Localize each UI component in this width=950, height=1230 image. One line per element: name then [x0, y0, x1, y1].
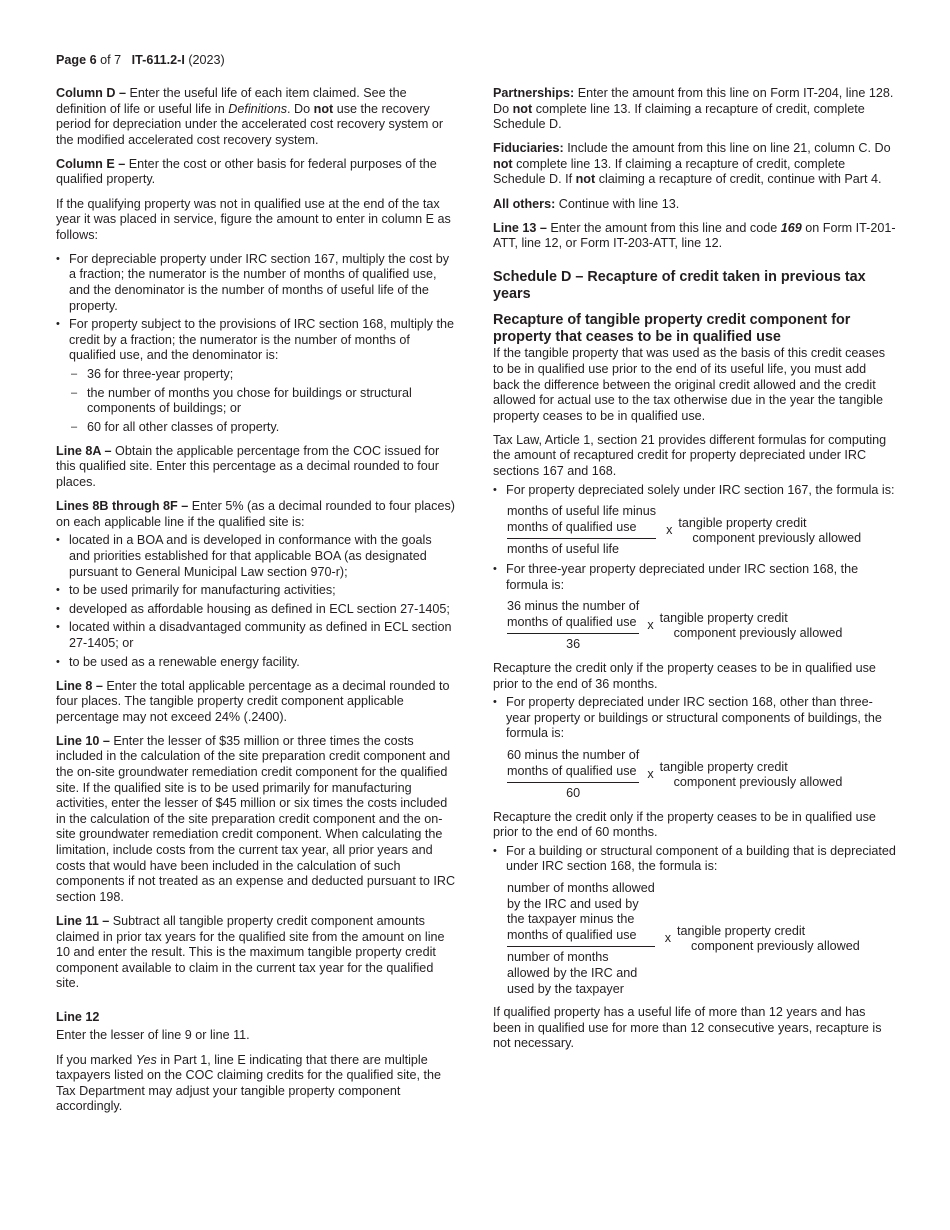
line-11-label: Line 11 – [56, 913, 110, 928]
line-13-label: Line 13 – [493, 220, 547, 235]
numerator-line: months of qualified use [507, 614, 637, 629]
definitions-ref: Definitions [228, 101, 288, 116]
denominator-list [69, 367, 456, 435]
line-12-text: in Part 1, line E indicating that there are multiple taxpayers listed on the COC claiming credits for the qualified site, the Tax Department may adjust your tangible property component accordingly. [56, 1052, 441, 1114]
emphasis-not: not [313, 101, 334, 116]
fiduciaries-text: claiming a recapture of credit, continue with Part 4. [598, 172, 882, 187]
multiplier [677, 924, 860, 954]
partnerships-text: complete line 13. If claiming a recapture of credit, complete Schedule D. [493, 101, 865, 132]
column-e-text: Enter the cost or other basis for federal purposes of the qualified property. [56, 156, 437, 187]
fraction-numerator [507, 881, 655, 947]
list-item: • to be used primarily for manufacturing activities; [56, 583, 456, 599]
list-item: – 36 for three-year property; [69, 367, 456, 383]
numerator-line: months of qualified use [507, 927, 637, 942]
emphasis-not: not [512, 101, 533, 116]
denominator-line: allowed by the IRC and [507, 966, 638, 981]
line-12-text: Enter the lesser of line 9 or line 11. [56, 1028, 250, 1043]
partnerships-text: Enter the amount from this line on Form IT-204, line 128. Do [493, 86, 894, 116]
column-d-text: use the recovery period for depreciation under the accelerated cost recovery system or the modified accelerated cost recovery system. [56, 101, 444, 147]
page-number: Page 6 [56, 53, 97, 67]
line-11-text: Subtract all tangible property credit component amounts claimed in prior tax years for the qualified site from the amount on line 10 and enter the result. This is the maximum tangible property credit component available to claim in the current tax year for the qualified site. [56, 913, 445, 991]
lines-8b-8f-paragraph [56, 499, 456, 530]
fraction-denominator: 36 [566, 637, 581, 652]
final-note: If qualified property has a useful life of more than 12 years and has been in qualified use for more than 12 consecutive years, recapture is not necessary. [493, 1005, 882, 1051]
line-13-text: on Form IT-201-ATT, line 12, or Form IT-203-ATT, line 12. [493, 220, 896, 251]
recapture-heading: Recapture of tangible property credit component for property that ceases to be in qualified use [493, 312, 851, 346]
formula-168-other [507, 748, 896, 802]
numerator-line: months of qualified use [507, 763, 637, 778]
multiplier-line: component previously allowed [691, 939, 860, 954]
fiduciaries-paragraph [493, 141, 896, 188]
list-item: • For depreciable property under IRC section 167, multiply the cost by a fraction; the numerator is the number of months of qualified use, and the denominator is the number of months of useful life of the property. [56, 252, 456, 314]
line-8-text: Enter the total applicable percentage as a decimal rounded to four places. The tangible property credit component applicable percentage may not exceed 24% (.2400). [56, 678, 450, 724]
line-13-text: Enter the amount from this line and code [550, 220, 778, 235]
page-header [56, 53, 225, 69]
list-item: – the number of months you chose for buildings or structural components of buildings; or [69, 386, 456, 417]
fraction [507, 599, 639, 653]
left-column [56, 86, 456, 1123]
list-item: • For a building or structural component of a building that is depreciated under IRC section 168, the formula is: [493, 844, 896, 875]
list-item: – 60 for all other classes of property. [69, 420, 456, 436]
recapture-60-note: Recapture the credit only if the property ceases to be in qualified use prior to the end of 60 months. [493, 809, 876, 840]
fraction [507, 881, 655, 997]
list-item: • For property depreciated under IRC section 168, other than three-year property or buildings or structural components of buildings, the formula is: [493, 695, 896, 742]
fraction-numerator [507, 504, 656, 539]
right-column [493, 86, 896, 1061]
multiply-sign: x [647, 767, 654, 781]
line-10-text: Enter the lesser of $35 million or three times the costs included in the calculation of the site preparation credit component and the on-site groundwater remediation credit component for the qualified site. If the qualified site is to be used primarily for manufacturing activities, enter the lesser of $45 million or six times the costs included in the calculation of the site preparation credit component and the on-site groundwater remediation credit component. When calculating the limitation, include costs from the current tax year, all prior years and costs that would have been included in the calculation of such components if not treated as an expense and deducted pursuant to IRC section 198. [56, 733, 456, 904]
multiplier-line: component previously allowed [673, 774, 843, 789]
list-item: • For three-year property depreciated under IRC section 168, the formula is: [493, 562, 896, 593]
column-e-paragraph [56, 157, 456, 188]
fiduciaries-text: complete line 13. If claiming a recapture of credit, complete Schedule D. If [493, 156, 846, 187]
recapture-36-note: Recapture the credit only if the property ceases to be in qualified use prior to the end of 36 months. [493, 660, 876, 691]
list-item [56, 317, 456, 435]
line-10-label: Line 10 – [56, 733, 110, 748]
list-item: • For property depreciated solely under IRC section 167, the formula is: [493, 483, 896, 499]
all-others-paragraph [493, 197, 896, 213]
multiplier-line: tangible property credit [678, 516, 807, 531]
form-year: (2023) [188, 53, 225, 67]
line-8a-label: Line 8A – [56, 443, 112, 458]
formula-three-year [507, 599, 896, 653]
page-of: of 7 [100, 53, 122, 67]
numerator-line: the taxpayer minus the [507, 912, 635, 927]
denominator-line: used by the taxpayer [507, 981, 624, 996]
formula-list-building [493, 844, 896, 875]
multiply-sign: x [666, 523, 673, 538]
fraction [507, 504, 656, 558]
fraction-numerator [507, 599, 639, 634]
column-e-label: Column E – [56, 156, 126, 171]
line-12-heading: Line 12 [56, 1009, 100, 1024]
spacer [493, 260, 896, 269]
fiduciaries-label: Fiduciaries: [493, 141, 564, 156]
qualified-use-intro: If the qualifying property was not in qualified use at the end of the tax year it was placed in service, figure the amount to enter in column E as follows: [56, 196, 451, 242]
line-8-paragraph [56, 679, 456, 726]
column-d-label: Column D – [56, 86, 126, 100]
column-d-text: . Do [287, 101, 311, 116]
all-others-label: All others: [493, 196, 556, 211]
formula-list-3yr [493, 562, 896, 593]
multiplier-line: tangible property credit [659, 611, 788, 626]
fraction-denominator: months of useful life [507, 542, 620, 557]
numerator-line: number of months allowed [507, 881, 655, 896]
yes-ref: Yes [135, 1052, 157, 1067]
recapture-intro: If the tangible property that was used as the basis of this credit ceases to be in qualified use prior to the end of its useful life, you must add back the difference between the original credit allowed and the credit allowed for actual use to the tax otherwise due in the year the tangible property ceases to be in qualified use. [493, 346, 886, 423]
emphasis-not: not [493, 156, 513, 171]
fraction [507, 748, 639, 802]
multiplier-line: component previously allowed [673, 626, 843, 641]
column-d-text: Enter the useful life of each item claimed. See the definition of life or useful life in [56, 86, 407, 116]
formula-list-168-other [493, 695, 896, 742]
multiply-sign: x [664, 931, 672, 946]
list-item: • developed as affordable housing as defined in ECL section 27-1405; [56, 602, 456, 618]
site-criteria-list [56, 533, 456, 670]
line-13-code: 169 [780, 220, 802, 235]
multiplier [660, 611, 843, 641]
list-item: • to be used as a renewable energy facility. [56, 655, 456, 671]
multiplier [660, 760, 843, 790]
fraction-denominator: 60 [566, 786, 581, 801]
tax-law-paragraph: Tax Law, Article 1, section 21 provides different formulas for computing the amount of recaptured credit for property depreciated under IRC sections 167 and 168. [493, 432, 887, 478]
list-item-text: For property subject to the provisions of IRC section 168, multiply the credit by a fraction; the numerator is the number of months of qualified use, and the denominator is: [69, 317, 454, 363]
line-12-multiple-taxpayers [56, 1053, 456, 1115]
multiplier [678, 516, 861, 546]
line-8a-paragraph [56, 444, 456, 491]
all-others-text: Continue with line 13. [558, 196, 680, 211]
fraction-denominator [507, 947, 655, 997]
form-id: IT-611.2-I [131, 53, 185, 67]
numerator-line: 60 minus the number of [507, 747, 640, 762]
schedule-d-heading: Schedule D – Recapture of credit taken in previous tax years [493, 269, 866, 303]
line-11-paragraph [56, 914, 456, 992]
line-13-paragraph [493, 221, 896, 252]
line-8-label: Line 8 – [56, 678, 103, 693]
numerator-line: 36 minus the number of [507, 599, 640, 614]
column-d-paragraph [56, 86, 456, 148]
numerator-line: months of qualified use [507, 519, 637, 534]
line-8a-text: Obtain the applicable percentage from the COC issued for this qualified site. Enter this percentage as a decimal rounded to four places. [56, 443, 440, 490]
denominator-line: number of months [507, 950, 609, 965]
multiplier-line: tangible property credit [659, 759, 788, 774]
lines-8b-8f-text: Enter 5% (as a decimal rounded to four places) on each applicable line if the qualified site is: [56, 499, 455, 529]
formula-building [507, 881, 896, 997]
formula-list-167 [493, 483, 896, 499]
emphasis-not: not [575, 172, 596, 187]
partnerships-paragraph [493, 86, 896, 133]
multiplier-line: component previously allowed [692, 531, 862, 546]
multiply-sign: x [647, 618, 654, 633]
formula-167 [507, 504, 896, 558]
qualified-use-list [56, 252, 456, 436]
multiplier-line: tangible property credit [677, 924, 806, 939]
numerator-line: months of useful life minus [507, 504, 657, 519]
list-item: • located within a disadvantaged community as defined in ECL section 27-1405; or [56, 620, 456, 651]
partnerships-label: Partnerships: [493, 86, 575, 100]
numerator-line: by the IRC and used by [507, 896, 639, 911]
lines-8b-8f-label: Lines 8B through 8F – [56, 499, 189, 514]
fiduciaries-text: Include the amount from this line on line 21, column C. Do [567, 141, 891, 156]
fraction-numerator [507, 748, 639, 783]
line-12-text: If you marked [56, 1052, 133, 1067]
line-10-paragraph [56, 734, 456, 906]
list-item: • located in a BOA and is developed in conformance with the goals and priorities established for that applicable BOA (as designated pursuant to General Municipal Law section 970-r); [56, 533, 456, 580]
